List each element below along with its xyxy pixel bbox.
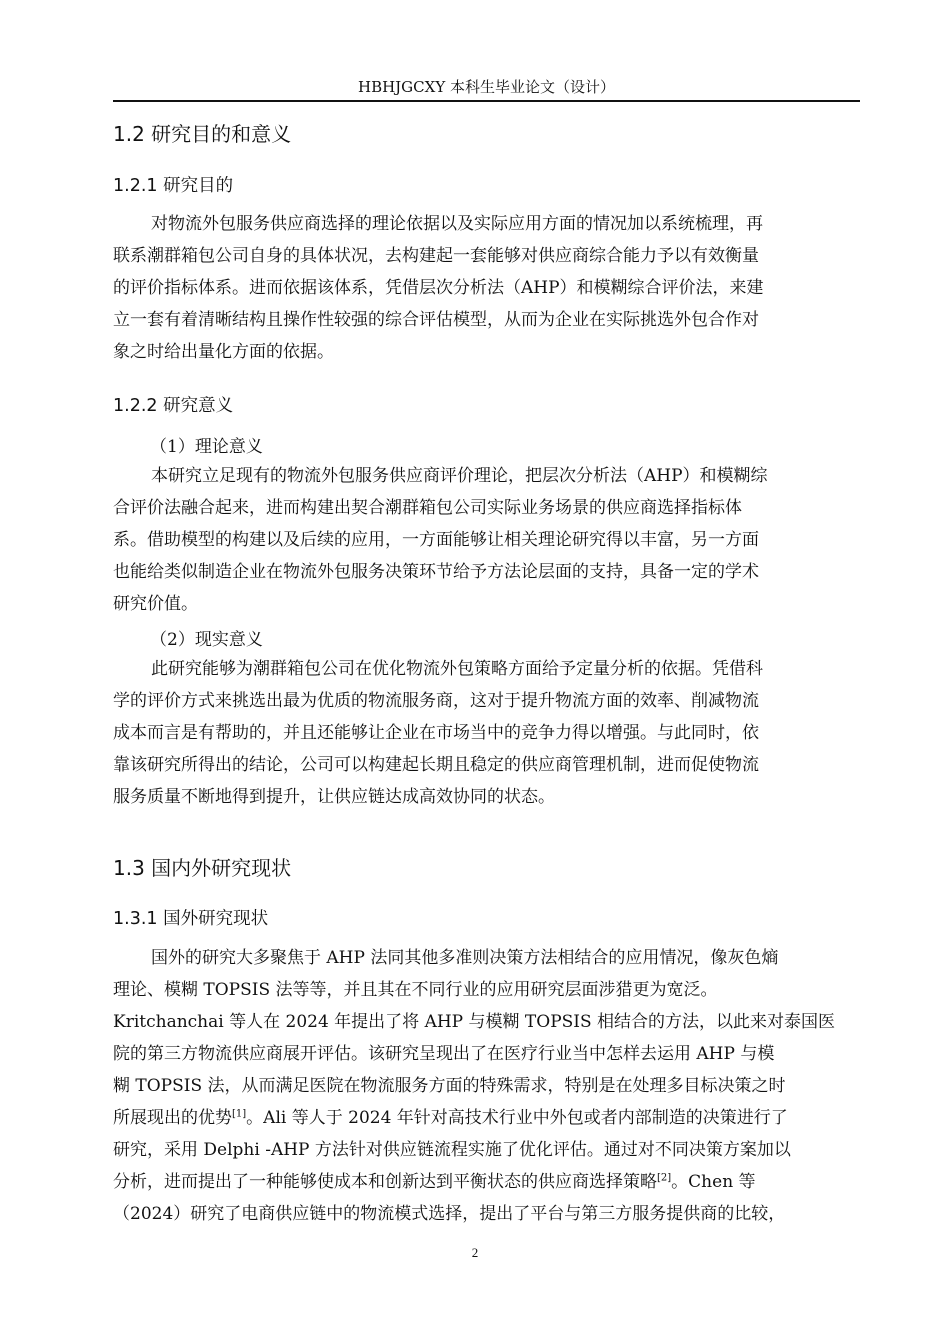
paragraph-line: 研究价值。 xyxy=(113,594,198,614)
paragraph-line: 本研究立足现有的物流外包服务供应商评价理论，把层次分析法（AHP）和模糊综 xyxy=(151,466,768,486)
list-item-theoretical: （1）理论意义 xyxy=(150,437,263,457)
paragraph-line: 服务质量不断地得到提升，让供应链达成高效协同的状态。 xyxy=(113,787,555,807)
text-run: 。Chen 等 xyxy=(671,1172,756,1192)
page-number: 2 xyxy=(471,1245,479,1260)
paragraph-line: 国外的研究大多聚焦于 AHP 法同其他多准则决策方法相结合的应用情况，像灰色熵 xyxy=(151,948,779,968)
text-run: 。Ali 等人于 2024 年针对高技术行业中外包或者内部制造的决策进行了 xyxy=(246,1108,788,1128)
paragraph-line: 学的评价方式来挑选出最为优质的物流服务商，这对于提升物流方面的效率、削减物流 xyxy=(113,691,759,711)
section-heading-1-2-1: 1.2.1 研究目的 xyxy=(113,176,234,196)
section-heading-1-2-2: 1.2.2 研究意义 xyxy=(113,396,234,416)
paragraph-line: 象之时给出量化方面的依据。 xyxy=(113,342,334,362)
paragraph-line: 联系潮群箱包公司自身的具体状况，去构建起一套能够对供应商综合能力予以有效衡量 xyxy=(113,246,759,266)
paragraph-line xyxy=(113,1166,860,1198)
list-item-practical: （2）现实意义 xyxy=(150,630,263,650)
paragraph-line: 立一套有着清晰结构且操作性较强的综合评估模型，从而为企业在实际挑选外包合作对 xyxy=(113,310,759,330)
citation-ref-1[interactable]: [1] xyxy=(232,1108,247,1120)
paragraph-research-purpose xyxy=(113,208,860,368)
paragraph-practical-significance xyxy=(113,653,860,813)
paragraph-line: （2024）研究了电商供应链中的物流模式选择，提出了平台与第三方服务提供商的比较， xyxy=(113,1204,786,1224)
paragraph-line: 研究，采用 Delphi -AHP 方法针对供应链流程实施了优化评估。通过对不同决策方案加以 xyxy=(113,1140,791,1160)
paragraph-line: 理论、模糊 TOPSIS 法等等，并且其在不同行业的应用研究层面涉猎更为宽泛。 xyxy=(113,980,718,1000)
paragraph-line: 糊 TOPSIS 法，从而满足医院在物流服务方面的特殊需求，特别是在处理多目标决策之时 xyxy=(113,1076,786,1096)
paragraph-theoretical-significance xyxy=(113,460,860,620)
paragraph-line: 合评价法融合起来，进而构建出契合潮群箱包公司实际业务场景的供应商选择指标体 xyxy=(113,498,742,518)
paragraph-line: Kritchanchai 等人在 2024 年提出了将 AHP 与模糊 TOPSIS 相结合的方法，以此来对泰国医 xyxy=(113,1012,836,1032)
paragraph-line: 此研究能够为潮群箱包公司在优化物流外包策略方面给予定量分析的依据。凭借科 xyxy=(151,659,763,679)
paragraph-line: 也能给类似制造企业在物流外包服务决策环节给予方法论层面的支持，具备一定的学术 xyxy=(113,562,759,582)
text-run: 所展现出的优势 xyxy=(113,1108,232,1128)
running-header: HBHJGCXY 本科生毕业论文（设计） xyxy=(357,78,615,96)
paragraph-line xyxy=(113,1102,860,1134)
section-heading-1-2: 1.2 研究目的和意义 xyxy=(113,122,292,146)
paragraph-line: 院的第三方物流供应商展开评估。该研究呈现出了在医疗行业当中怎样去运用 AHP 与模 xyxy=(113,1044,775,1064)
section-heading-1-3: 1.3 国内外研究现状 xyxy=(113,856,292,880)
paragraph-line: 对物流外包服务供应商选择的理论依据以及实际应用方面的情况加以系统梳理，再 xyxy=(151,214,763,234)
paragraph-line: 系。借助模型的构建以及后续的应用，一方面能够让相关理论研究得以丰富，另一方面 xyxy=(113,530,759,550)
paragraph-line: 靠该研究所得出的结论，公司可以构建起长期且稳定的供应商管理机制，进而促使物流 xyxy=(113,755,759,775)
section-heading-1-3-1: 1.3.1 国外研究现状 xyxy=(113,909,269,929)
paragraph-foreign-research xyxy=(113,942,860,1230)
citation-ref-2[interactable]: [2] xyxy=(657,1172,672,1184)
paragraph-line: 的评价指标体系。进而依据该体系，凭借层次分析法（AHP）和模糊综合评价法，来建 xyxy=(113,278,764,298)
paragraph-line: 成本而言是有帮助的，并且还能够让企业在市场当中的竞争力得以增强。与此同时，依 xyxy=(113,723,759,743)
text-run: 分析，进而提出了一种能够使成本和创新达到平衡状态的供应商选择策略 xyxy=(113,1172,657,1192)
header-rule xyxy=(113,100,860,102)
